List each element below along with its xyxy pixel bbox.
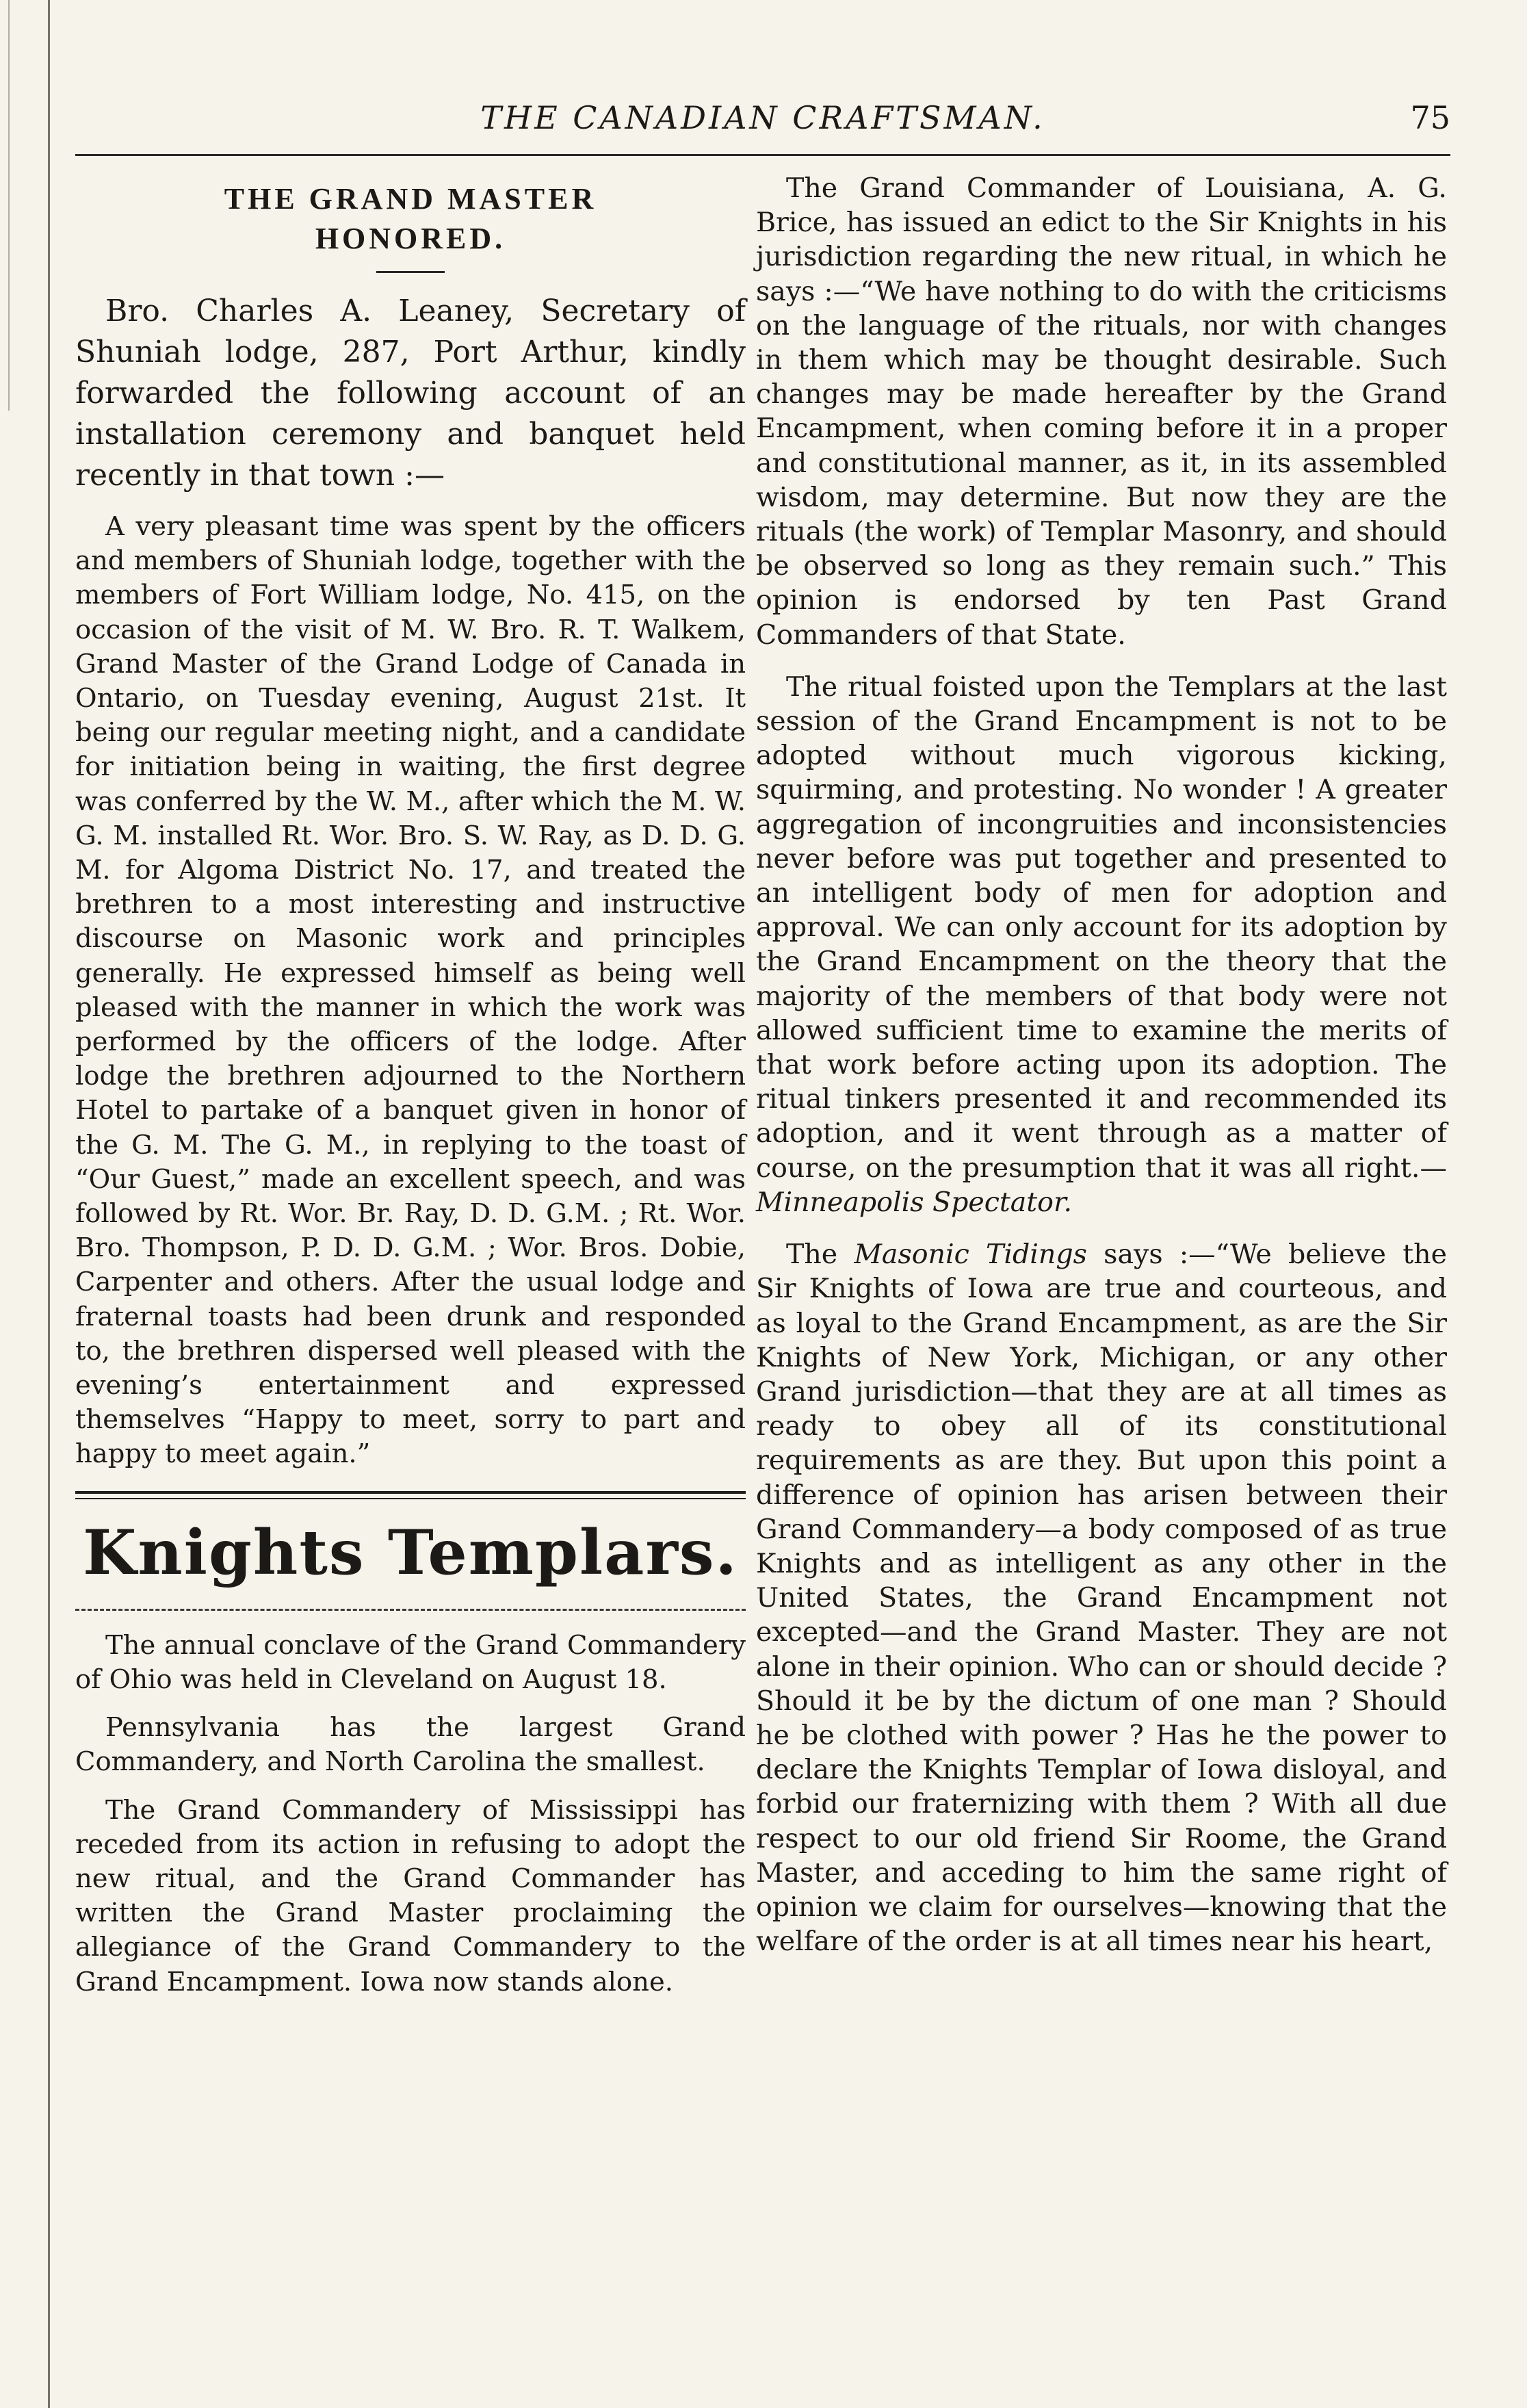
binding-edge-line: [8, 0, 10, 411]
tidings-text: says :—“We believe the Sir Knights of Iowa are true and courteous, and as loyal to the Grand Encampment, as are the Sir Knights of New York, Michigan, or any other Grand jurisdiction—that they are at all times as ready to obey all of its constitutional requirements as are they. But upon this point a difference of opinion has arisen between their Grand Commandery—a body composed of as true Knights and as intelligent as any other in the United States, the Grand Encampment not excepted—and the Grand Master. They are not alone in their opinion. Who can or should decide ? Should it be by the dictum of one man ? Should he be clothed with power ? Has he the power to declare the Knights Templar of Iowa disloyal, and forbid our fraternizing with them ? With all due respect to our old friend Sir Roome, the Grand Master, and acceding to him the same right of opinion we claim for ourselves—knowing that the welfare of the order is at all times near his heart,: [756, 1239, 1447, 1958]
article-headline-line-1: THE GRAND MASTER: [224, 182, 597, 216]
kt-paragraph-2: Pennsylvania has the largest Grand Commandery, and North Carolina the smallest.: [75, 1712, 746, 1778]
left-column: [75, 171, 746, 1999]
section-divider-bottom: [75, 1609, 746, 1611]
section-title: Knights Templars.: [83, 1516, 738, 1589]
article-headline-line-2: HONORED.: [315, 222, 506, 255]
headline-divider: [376, 271, 445, 273]
tidings-publication: Masonic Tidings: [854, 1239, 1087, 1271]
ritual-paragraph: [756, 670, 1447, 1219]
binding-margin-line: [48, 0, 50, 2408]
louisiana-paragraph: The Grand Commander of Louisiana, A. G. Brice, has issued an edict to the Sir Knights in his jurisdiction regarding the new ritual, in which he says :—“We have nothing to do with the criticisms on the language of the rituals, nor with changes in them which may be thought desirable. Such changes may be made hereafter by the Grand Encampment, when coming before it in a proper and constitutional manner, as it, in its assembled wisdom, may determine. But now they are the rituals (the work) of Templar Masonry, and should be observed so long as they remain such.” This opinion is endorsed by ten Past Grand Commanders of that State.: [756, 172, 1447, 651]
page-number: 75: [1410, 99, 1450, 136]
right-column: [756, 171, 1447, 1958]
kt-paragraph-3: The Grand Commandery of Mississippi has receded from its action in refusing to adopt the new ritual, and the Grand Commander has written the Grand Master proclaiming the allegiance of the Grand Commandery to the Grand Encampment. Iowa now stands alone.: [75, 1794, 746, 1997]
ritual-paragraph-source: Minneapolis Spectator.: [756, 1186, 1073, 1218]
tidings-lead: The: [786, 1239, 854, 1271]
article-intro: Bro. Charles A. Leaney, Secretary of Shuniah lodge, 287, Port Arthur, kindly forwarded the following account of an installation ceremony and banquet held recently in that town :—: [75, 294, 746, 493]
ritual-paragraph-text: The ritual foisted upon the Templars at the last session of the Grand Encampment is not to be adopted without much vigorous kicking, squirming, and protesting. No wonder ! A greater aggregation of incongruities and inconsistencies never before was put together and presented to an intelligent body of men for adoption and approval. We can only account for its adoption by the Grand Encampment on the theory that the majority of the members of that body were not allowed sufficient time to examine the merits of that work before acting upon its adoption. The ritual tinkers presented it and recommended its adoption, and it went through as a matter of course, on the presumption that it was all right.—: [756, 671, 1447, 1184]
kt-paragraph-1: The annual conclave of the Grand Commandery of Ohio was held in Cleveland on August 18.: [75, 1629, 746, 1695]
running-head: [75, 99, 1450, 156]
tidings-paragraph: [756, 1237, 1447, 1958]
article-report: A very pleasant time was spent by the officers and members of Shuniah lodge, together with the members of Fort William lodge, No. 415, on the occasion of the visit of M. W. Bro. R. T. Walkem, Grand Master of the Grand Lodge of Canada in Ontario, on Tuesday evening, August 21st. It being our regular meeting night, and a candidate for initiation being in waiting, the first degree was conferred by the W. M., after which the M. W. G. M. installed Rt. Wor. Bro. S. W. Ray, as D. D. G. M. for Algoma District No. 17, and treated the brethren to a most interesting and instructive discourse on Masonic work and principles generally. He expressed himself as being well pleased with the manner in which the work was performed by the officers of the lodge. After lodge the brethren adjourned to the Northern Hotel to partake of a banquet given in honor of the G. M. The G. M., in replying to the toast of “Our Guest,” made an excellent speech, and was followed by Rt. Wor. Br. Ray, D. D. G.M. ; Rt. Wor. Bro. Thompson, P. D. D. G.M. ; Wor. Bros. Dobie, Carpenter and others. After the usual lodge and fraternal toasts had been drunk and responded to, the brethren dispersed well pleased with the evening’s entertainment and expressed themselves “Happy to meet, sorry to part and happy to meet again.”: [75, 511, 746, 1470]
section-divider-top: [75, 1491, 746, 1499]
publication-title: THE CANADIAN CRAFTSMAN.: [480, 99, 1045, 136]
